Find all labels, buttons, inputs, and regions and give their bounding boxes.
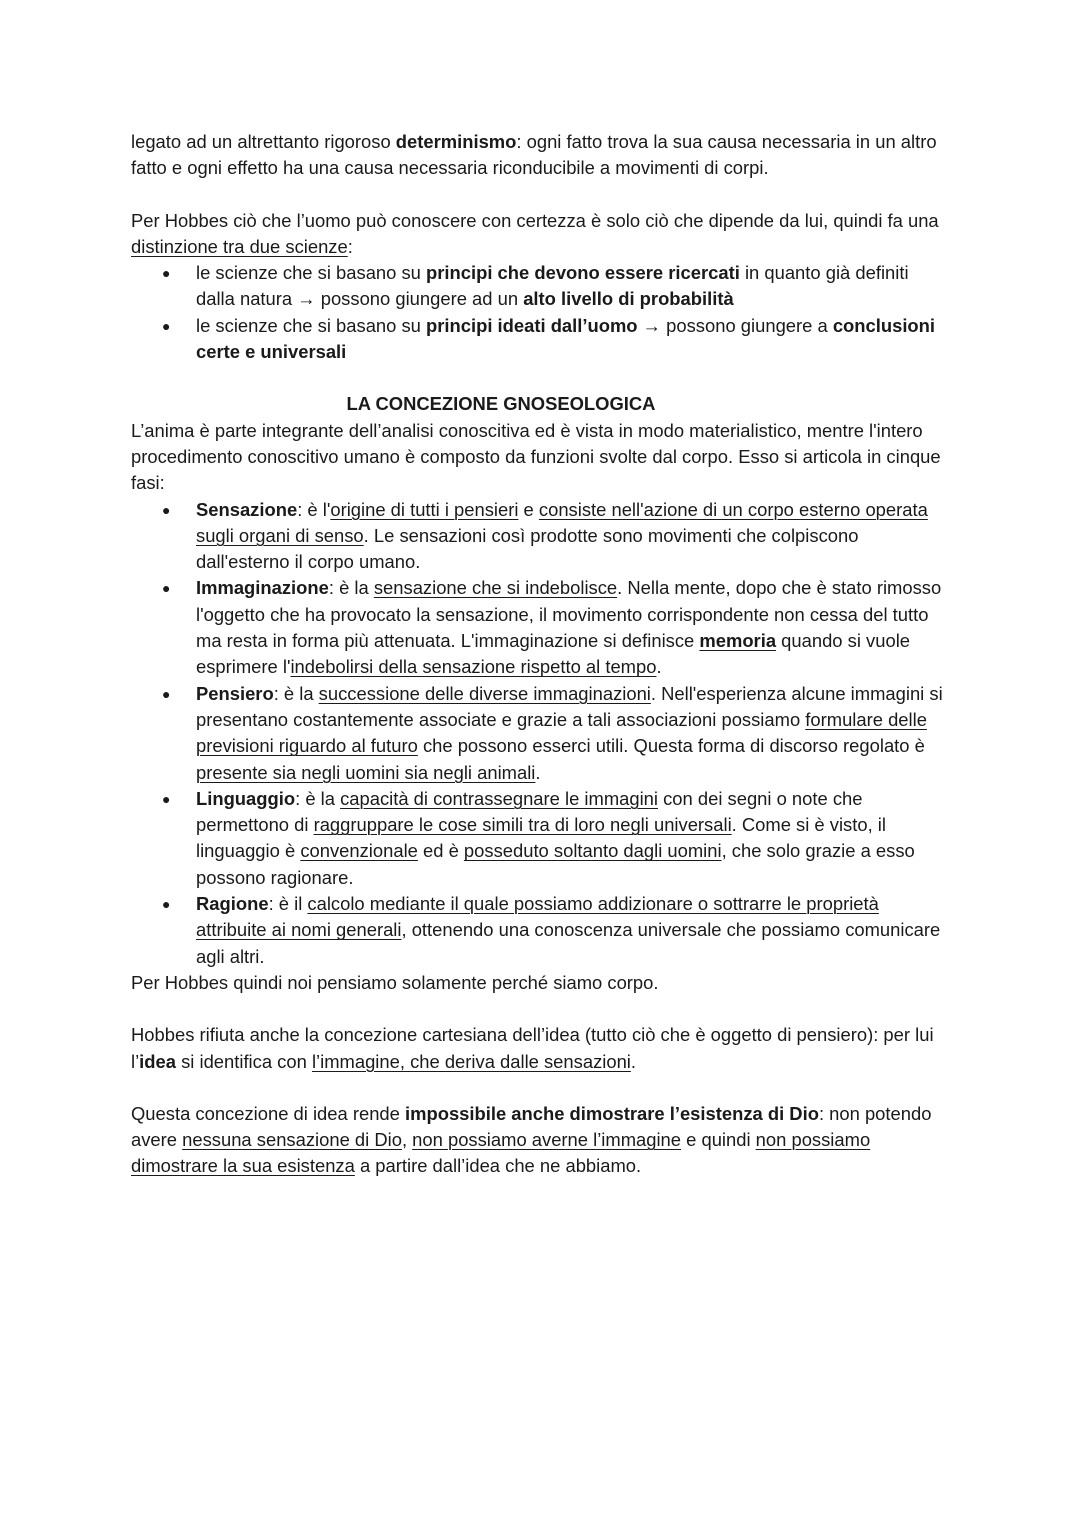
page-content xyxy=(131,129,951,1180)
idea-paragraph: Hobbes rifiuta anche la concezione cartesiana dell’idea (tutto ciò che è oggetto di pensiero): per lui l’idea si identifica con l’immagine, che deriva dalle sensazioni. xyxy=(131,1024,934,1072)
phase-pensiero: ● Pensiero: è la successione delle diverse immaginazioni. Nell'esperienza alcune immagini si presentano costantemente associate e grazie a tali associazioni possiamo formulare delle previsioni riguardo al futuro che possono esserci utili. Questa forma di discorso regolato è presente sia negli uomini sia negli animali. xyxy=(196,681,951,786)
phase-immaginazione: ● Immaginazione: è la sensazione che si indebolisce. Nella mente, dopo che è stato rimosso l'oggetto che ha provocato la sensazione, il movimento corrispondente non cessa del tutto ma resta in forma più attenuata. L'immaginazione si definisce memoria quando si vuole esprimere l'indebolirsi della sensazione rispetto al tempo. xyxy=(196,575,951,680)
god-paragraph: Questa concezione di idea rende impossibile anche dimostrare l’esistenza di Dio: non potendo avere nessuna sensazione di Dio, non possiamo averne l’immagine e quindi non possiamo dimostrare la sua esistenza a partire dall’idea che ne abbiamo. xyxy=(131,1102,932,1177)
phases-list xyxy=(131,497,951,970)
phase-sensazione: ● Sensazione: è l'origine di tutti i pensieri e consiste nell'azione di un corpo esterno operata sugli organi di senso. Le sensazioni così prodotte sono movimenti che colpiscono dall'esterno il corpo umano. xyxy=(196,497,951,576)
phase-linguaggio: ● Linguaggio: è la capacità di contrassegnare le immagini con dei segni o note che permettono di raggruppare le cose simili tra di loro negli universali. Come si è visto, il linguaggio è convenzionale ed è posseduto soltanto dagli uomini, che solo grazie a esso possono ragionare. xyxy=(196,786,951,891)
conclusion-paragraph: Per Hobbes quindi noi pensiamo solamente perché siamo corpo. xyxy=(131,971,659,993)
section-title: LA CONCEZIONE GNOSEOLOGICA xyxy=(346,393,656,415)
determinismo-term: determinismo xyxy=(395,131,517,152)
phase-ragione: ● Ragione: è il calcolo mediante il quale possiamo addizionare o sottrarre le proprietà attribuite ai nomi generali, ottenendo una conoscenza universale che possiamo comunicare agli altri. xyxy=(196,891,951,970)
list-item: ● le scienze che si basano su principi ideati dall’uomo → possono giungere a conclusioni certe e universali xyxy=(196,313,951,366)
sciences-list xyxy=(131,260,951,365)
intro-paragraph: legato ad un altrettanto rigoroso determinismo: ogni fatto trova la sua causa necessaria in un altro fatto e ogni effetto ha una causa necessaria riconducibile a movimenti di corpi. xyxy=(131,131,937,179)
sciences-paragraph: Per Hobbes ciò che l’uomo può conoscere con certezza è solo ciò che dipende da lui, quindi fa una distinzione tra due scienze: xyxy=(131,209,939,257)
list-item: ● le scienze che si basano su principi che devono essere ricercati in quanto già definiti dalla natura → possono giungere ad un alto livello di probabilità xyxy=(196,260,951,313)
gnoseology-intro: L’anima è parte integrante dell’analisi conoscitiva ed è vista in modo materialistico, mentre l'intero procedimento conoscitivo umano è composto da funzioni svolte dal corpo. Esso si articola in cinque fasi: xyxy=(131,419,941,494)
